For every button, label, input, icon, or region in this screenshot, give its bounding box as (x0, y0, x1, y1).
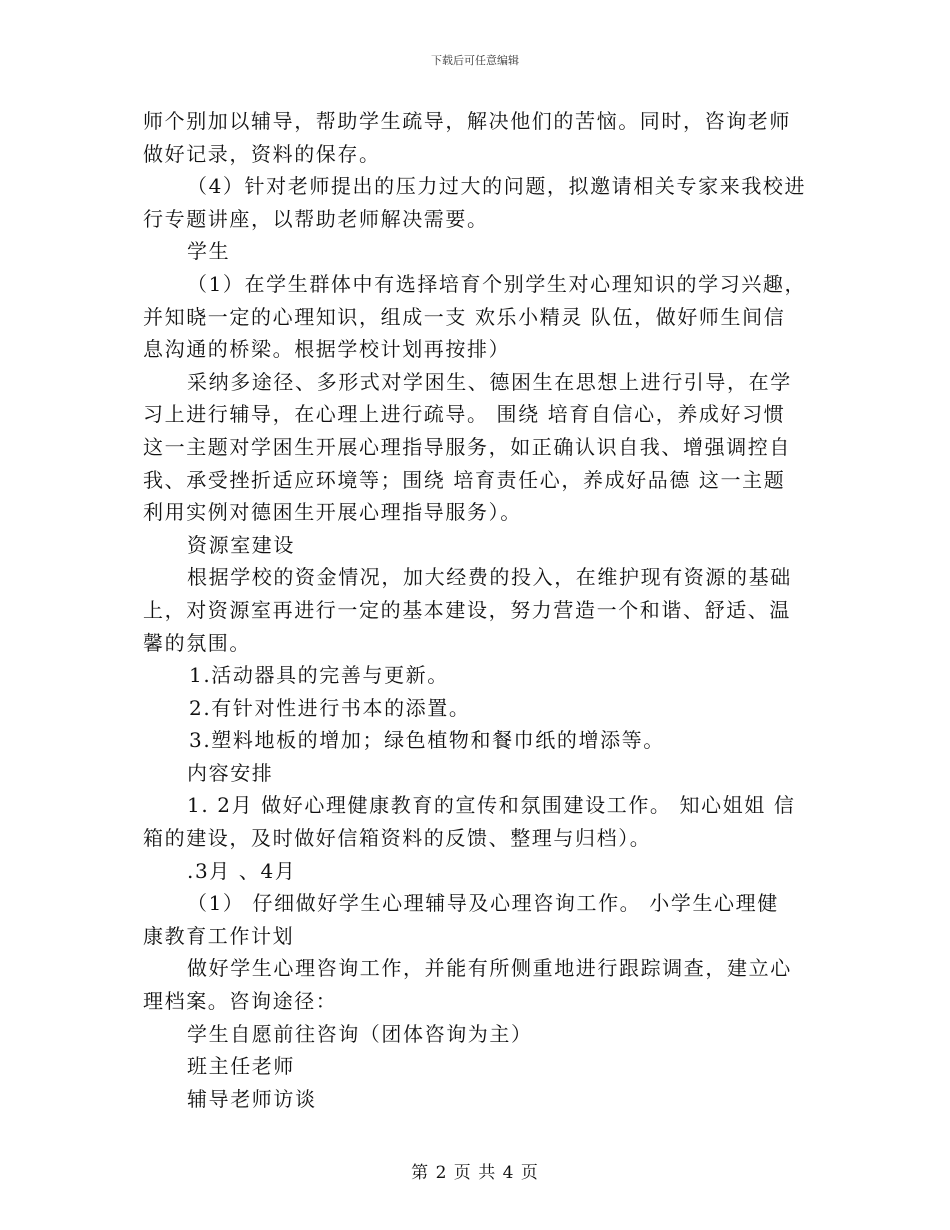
paragraph-line: 班主任老师 (187, 1054, 295, 1079)
list-item: 3.塑料地板的增加；绿色植物和餐巾纸的增添等。 (189, 728, 665, 753)
paragraph-line: 这一主题对学困生开展心理指导服务，如正确认识自我、增强调控自 (143, 434, 791, 459)
paragraph-line: （1） 仔细做好学生心理辅导及心理咨询工作。 小学生心理健 (187, 891, 779, 916)
paragraph-line: 辅导老师访谈 (187, 1086, 317, 1111)
paragraph-line: 上，对资源室再进行一定的基本建设，努力营造一个和谐、舒适、温 (143, 597, 791, 622)
paragraph-line: 学生自愿前往咨询（团体咨询为主） (187, 1021, 533, 1046)
paragraph-line: 做好学生心理咨询工作，并能有所侧重地进行跟踪调查，建立心 (187, 956, 792, 981)
paragraph-line: 做好记录，资料的保存。 (143, 141, 381, 166)
list-item: 1.活动器具的完善与更新。 (189, 663, 449, 688)
paragraph-line: 习上进行辅导，在心理上进行疏导。 围绕 培育自信心，养成好习惯 (143, 402, 786, 427)
paragraph-line: 馨的氛围。 (143, 630, 251, 655)
paragraph-line: 根据学校的资金情况，加大经费的投入，在维护现有资源的基础 (187, 565, 792, 590)
paragraph-line: 1. 2月 做好心理健康教育的宣传和氛围建设工作。 知心姐姐 信 (187, 793, 796, 818)
section-heading: 资源室建设 (187, 532, 295, 557)
paragraph-line: 师个别加以辅导，帮助学生疏导，解决他们的苦恼。同时，咨询老师 (143, 109, 791, 133)
page-number: 第 2 页 共 4 页 (411, 1163, 539, 1183)
paragraph-line: 理档案。咨询途径： (143, 989, 338, 1014)
paragraph-line: .3月 、4月 (187, 858, 297, 883)
section-heading: 内容安排 (187, 760, 274, 785)
page-header: 下载后可任意编辑 (431, 54, 519, 67)
paragraph-line: 行专题讲座，以帮助老师解决需要。 (143, 206, 489, 231)
paragraph-line: 利用实例对德困生开展心理指导服务）。 (143, 500, 522, 525)
paragraph-line: 并知晓一定的心理知识，组成一支 欢乐小精灵 队伍，做好师生间信 (143, 304, 786, 329)
paragraph-line: 箱的建设，及时做好信箱资料的反馈、整理与归档）。 (143, 826, 652, 851)
list-item: 2.有针对性进行书本的添置。 (189, 695, 471, 720)
paragraph-line: （4）针对老师提出的压力过大的问题，拟邀请相关专家来我校进 (187, 174, 807, 199)
paragraph-line: 采纳多途径、多形式对学困生、德困生在思想上进行引导，在学 (187, 369, 792, 394)
document-body (143, 105, 813, 1115)
paragraph-line: 息沟通的桥梁。根据学校计划再按排） (143, 337, 511, 362)
section-heading: 学生 (187, 239, 231, 264)
paragraph-line: （1）在学生群体中有选择培育个别学生对心理知识的学习兴趣， (187, 271, 807, 296)
paragraph-line: 康教育工作计划 (143, 923, 295, 948)
paragraph-line: 我、承受挫折适应环境等；围绕 培育责任心，养成好品德 这一主题 (143, 467, 786, 492)
